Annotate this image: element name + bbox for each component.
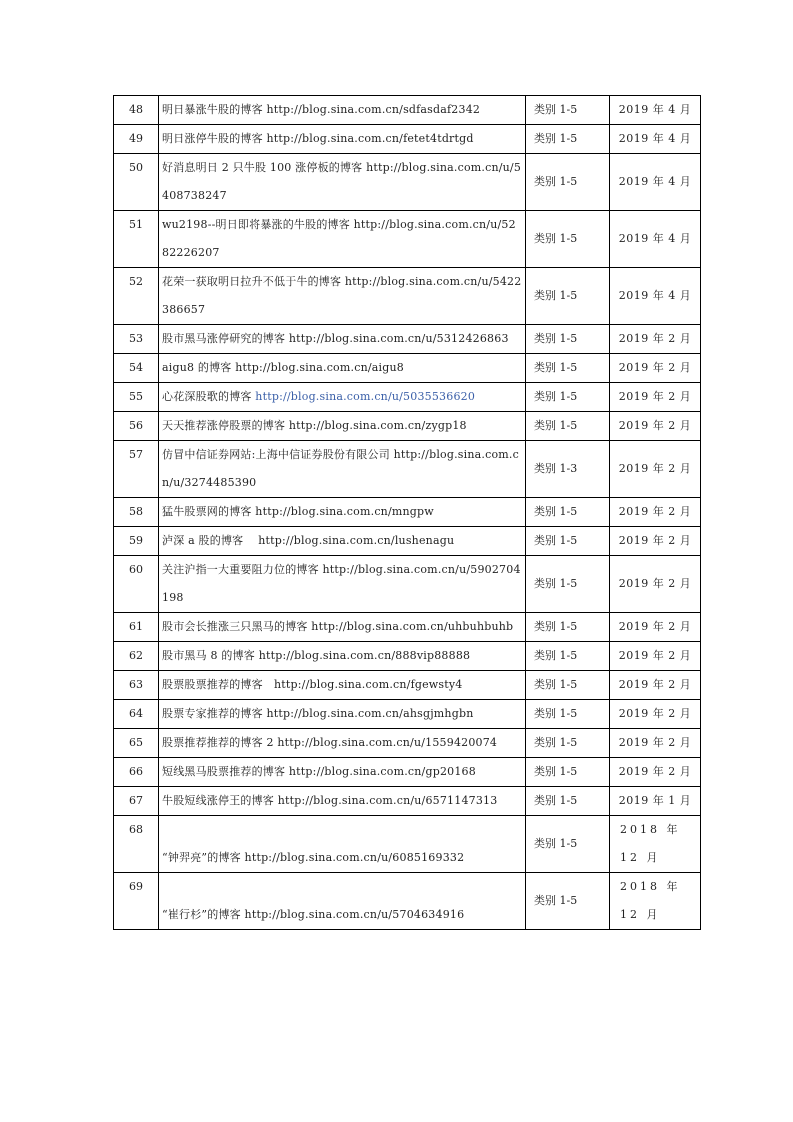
row-content [159,556,526,613]
row-content [159,211,526,268]
row-date: 2019 年 2 月 [610,613,701,642]
row-date: 2019 年 2 月 [610,527,701,556]
row-content [159,671,526,700]
blog-name-text: 股市会长推涨三只黑马的博客 http://blog.sina.com.cn/uhbuhbuhb [162,620,514,633]
row-category: 类别 1-5 [526,787,610,816]
blog-list-table [113,95,701,930]
table-row [114,498,701,527]
row-date: 2019 年 4 月 [610,211,701,268]
row-number: 54 [114,354,159,383]
row-category: 类别 1-5 [526,96,610,125]
table-row [114,729,701,758]
blog-name-text: 心花深股歌的博客 [162,390,256,403]
blog-name-text: 短线黑马股票推荐的博客 http://blog.sina.com.cn/gp20168 [162,765,476,778]
row-number: 50 [114,154,159,211]
row-category: 类别 1-5 [526,556,610,613]
row-date: 2019 年 2 月 [610,758,701,787]
table-row [114,671,701,700]
row-content [159,642,526,671]
row-content [159,498,526,527]
row-content [159,125,526,154]
row-content [159,787,526,816]
blog-name-text: 猛牛股票网的博客 http://blog.sina.com.cn/mngpw [162,505,434,518]
blog-name-text: “钟羿亮”的博客 http://blog.sina.com.cn/u/6085169332 [162,851,465,864]
table-row [114,556,701,613]
blog-name-text: 明日涨停牛股的博客 http://blog.sina.com.cn/fetet4tdrtgd [162,132,474,145]
row-date: 2019 年 2 月 [610,642,701,671]
row-category: 类别 1-5 [526,412,610,441]
row-date: 2019 年 2 月 [610,441,701,498]
row-content [159,700,526,729]
row-number: 49 [114,125,159,154]
row-category: 类别 1-5 [526,700,610,729]
row-content [159,268,526,325]
blog-link[interactable]: http://blog.sina.com.cn/u/5035536620 [255,390,476,403]
row-category: 类别 1-5 [526,498,610,527]
row-category: 类别 1-5 [526,642,610,671]
blog-name-text: 股票专家推荐的博客 http://blog.sina.com.cn/ahsgjmhgbn [162,707,474,720]
row-content [159,758,526,787]
table-row [114,642,701,671]
row-number: 56 [114,412,159,441]
row-category: 类别 1-5 [526,383,610,412]
row-category: 类别 1-5 [526,729,610,758]
row-category: 类别 1-5 [526,154,610,211]
row-category: 类别 1-5 [526,758,610,787]
row-content [159,873,526,930]
table-row [114,325,701,354]
row-date: 2019 年 2 月 [610,325,701,354]
table-row [114,700,701,729]
row-date: 2019 年 2 月 [610,354,701,383]
table-row [114,873,701,930]
row-date: 2019 年 2 月 [610,498,701,527]
row-content [159,154,526,211]
row-content [159,527,526,556]
row-date: 2018 年 12 月 [610,816,701,873]
row-number: 66 [114,758,159,787]
table-row [114,268,701,325]
table-row [114,613,701,642]
row-content [159,816,526,873]
row-date: 2019 年 2 月 [610,729,701,758]
row-spacer [162,816,522,844]
row-number: 64 [114,700,159,729]
row-date: 2019 年 2 月 [610,556,701,613]
table-row [114,441,701,498]
blog-name-text: 天天推荐涨停股票的博客 http://blog.sina.com.cn/zygp18 [162,419,467,432]
table-body [114,96,701,930]
row-date: 2019 年 2 月 [610,412,701,441]
row-content [159,383,526,412]
row-number: 63 [114,671,159,700]
row-content [159,613,526,642]
row-content [159,96,526,125]
row-date: 2019 年 2 月 [610,700,701,729]
row-date: 2019 年 2 月 [610,383,701,412]
row-number: 67 [114,787,159,816]
table-row [114,412,701,441]
row-category: 类别 1-5 [526,125,610,154]
table-row [114,154,701,211]
blog-name-text: wu2198--明日即将暴涨的牛股的博客 http://blog.sina.com.cn/u/5282226207 [162,218,516,259]
row-category: 类别 1-3 [526,441,610,498]
row-date: 2018 年 12 月 [610,873,701,930]
row-number: 62 [114,642,159,671]
table-row [114,383,701,412]
row-category: 类别 1-5 [526,613,610,642]
row-content [159,325,526,354]
blog-name-text: “崔行杉”的博客 http://blog.sina.com.cn/u/5704634916 [162,908,465,921]
blog-name-text: 牛股短线涨停王的博客 http://blog.sina.com.cn/u/6571147313 [162,794,498,807]
row-content [159,441,526,498]
row-number: 69 [114,873,159,930]
row-spacer [162,873,522,901]
row-number: 58 [114,498,159,527]
row-category: 类别 1-5 [526,354,610,383]
row-number: 51 [114,211,159,268]
blog-name-text: 明日暴涨牛股的博客 http://blog.sina.com.cn/sdfasdaf2342 [162,103,481,116]
row-category: 类别 1-5 [526,527,610,556]
row-date: 2019 年 4 月 [610,125,701,154]
blog-name-text: 泸深 a 股的博客 http://blog.sina.com.cn/lushenagu [162,534,455,547]
row-number: 48 [114,96,159,125]
table-row [114,354,701,383]
row-number: 61 [114,613,159,642]
blog-name-text: 股市黑马 8 的博客 http://blog.sina.com.cn/888vip88888 [162,649,471,662]
blog-name-text: 关注沪指一大重要阻力位的博客 http://blog.sina.com.cn/u/5902704198 [162,563,521,604]
blog-name-text: 花荣一获取明日拉升不低于牛的博客 http://blog.sina.com.cn/u/5422386657 [162,275,522,316]
row-date: 2019 年 4 月 [610,154,701,211]
row-number: 57 [114,441,159,498]
row-category: 类别 1-5 [526,268,610,325]
row-number: 59 [114,527,159,556]
table-row [114,787,701,816]
row-content [159,729,526,758]
blog-name-text: 股票股票推荐的博客 http://blog.sina.com.cn/fgewsty4 [162,678,463,691]
row-category: 类别 1-5 [526,325,610,354]
table-row [114,527,701,556]
row-category: 类别 1-5 [526,816,610,873]
table-row [114,758,701,787]
row-content [159,354,526,383]
row-category: 类别 1-5 [526,873,610,930]
blog-name-text: 股市黑马涨停研究的博客 http://blog.sina.com.cn/u/5312426863 [162,332,509,345]
row-number: 52 [114,268,159,325]
row-date: 2019 年 1 月 [610,787,701,816]
row-number: 68 [114,816,159,873]
blog-name-text: 股票推荐推荐的博客 2 http://blog.sina.com.cn/u/1559420074 [162,736,498,749]
row-number: 60 [114,556,159,613]
row-category: 类别 1-5 [526,671,610,700]
row-number: 53 [114,325,159,354]
row-date: 2019 年 2 月 [610,671,701,700]
row-content [159,412,526,441]
row-date: 2019 年 4 月 [610,268,701,325]
row-date: 2019 年 4 月 [610,96,701,125]
table-row [114,211,701,268]
table-row [114,125,701,154]
row-number: 65 [114,729,159,758]
row-number: 55 [114,383,159,412]
table-row [114,96,701,125]
blog-name-text: aigu8 的博客 http://blog.sina.com.cn/aigu8 [162,361,404,374]
blog-name-text: 好消息明日 2 只牛股 100 涨停板的博客 http://blog.sina.com.cn/u/5408738247 [162,161,522,202]
blog-name-text: 仿冒中信证券网站:上海中信证券股份有限公司 http://blog.sina.com.cn/u/3274485390 [162,448,519,489]
row-category: 类别 1-5 [526,211,610,268]
table-row [114,816,701,873]
